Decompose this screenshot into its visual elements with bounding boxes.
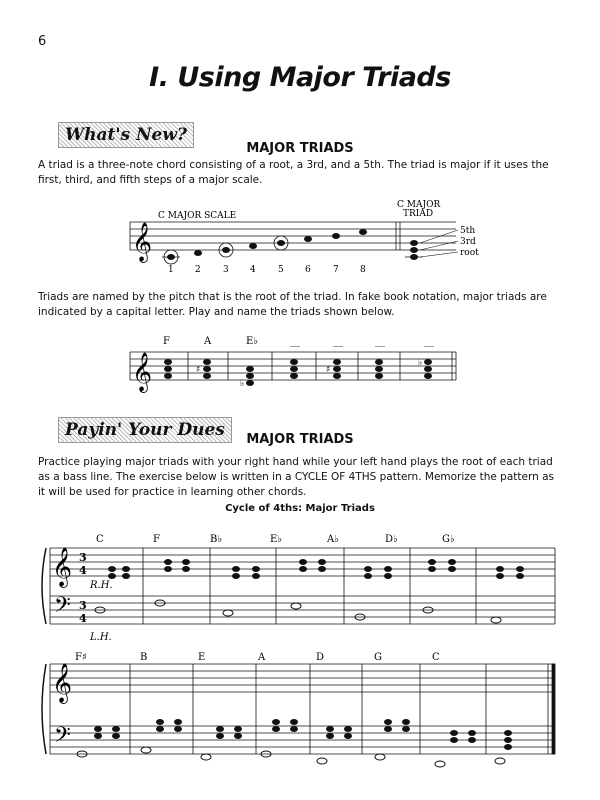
time-sig-top: 3: [79, 551, 87, 564]
degree-1: 1: [168, 265, 174, 275]
s2-chord-4: A: [258, 652, 266, 663]
scale-degrees: [168, 265, 366, 275]
major-triads-heading-1: MAJOR TRIADS: [246, 141, 354, 156]
example-chord-3: E♭: [246, 336, 259, 347]
degree-6: 6: [305, 265, 311, 275]
system1-chord-labels: [96, 534, 455, 545]
s2-chord-1: F♯: [75, 652, 87, 663]
system2-chord-labels: [75, 652, 440, 663]
s2-chord-3: E: [198, 652, 206, 663]
degree-2: 2: [195, 265, 201, 275]
example-chord-2: A: [204, 336, 212, 347]
s1-chord-5: A♭: [327, 534, 339, 545]
triad-label-2: TRIAD: [403, 209, 434, 219]
example-chord-labels: [163, 336, 434, 347]
s1-chord-1: C: [96, 534, 104, 545]
triad-label-1: C MAJOR: [397, 200, 441, 210]
s2-chord-6: G: [374, 652, 382, 663]
brace-icon-2: [42, 664, 46, 754]
degree-7: 7: [333, 265, 339, 275]
treble-clef-icon-3: 𝄞: [52, 547, 73, 587]
triad-naming-paragraph: Triads are named by the pitch that is the root of the triad. In fake book notation, major triads are indicated by a capital letter. Play and name the triads shown below.: [38, 291, 547, 318]
note-c8: [359, 229, 367, 235]
s1-chord-4: E♭: [270, 534, 283, 545]
lh-label: L.H.: [90, 632, 112, 643]
note-f: [249, 243, 257, 249]
degree-8: 8: [360, 265, 366, 275]
degree-4: 4: [250, 265, 256, 275]
s2-chord-5: D: [316, 652, 325, 663]
note-c: [167, 254, 175, 260]
time-sig-bottom-bass: 4: [79, 612, 87, 625]
bass-clef-icon-2: 𝄢: [54, 723, 71, 753]
bass-clef-icon: 𝄢: [54, 593, 71, 623]
time-sig-top-bass: 3: [79, 599, 87, 612]
scale-label: C MAJOR SCALE: [158, 211, 237, 221]
scale-notes: [162, 229, 423, 264]
scale-staff: [130, 222, 456, 250]
treble-clef-icon: 𝄞: [132, 222, 153, 262]
triad-pointers: [420, 230, 458, 257]
rh-label: R.H.: [90, 580, 113, 591]
triad-definition-paragraph: A triad is a three-note chord consisting of a root, a 3rd, and a 5th. The triad is major if it uses the first, third, and fifth steps of a major scale.: [38, 159, 549, 186]
s2-chord-7: C: [432, 652, 440, 663]
s2-chord-2: B: [140, 652, 148, 663]
page-title: I. Using Major Triads: [149, 62, 451, 93]
example-chord-1: F: [163, 336, 170, 347]
page-number: 6: [38, 34, 47, 49]
svg-text:♯: ♯: [326, 365, 331, 375]
practice-paragraph: Practice playing major triads with your right hand while your left hand plays the root of each triad as a bass line. The exercise below is written in a CYCLE OF 4THS pattern. Memorize the pattern as it will be used for practice in learning other chords.: [38, 456, 554, 498]
s1-chord-2: F: [153, 534, 160, 545]
example-chord-6: __: [375, 336, 385, 347]
treble-clef-icon-4: 𝄞: [52, 663, 73, 703]
note-e: [222, 247, 230, 253]
system-2: [50, 664, 555, 754]
svg-text:♭: ♭: [240, 379, 245, 389]
s1-chord-3: B♭: [210, 534, 223, 545]
brace-icon: [42, 548, 46, 624]
s1-chord-6: D♭: [385, 534, 398, 545]
degree-3: 3: [223, 265, 229, 275]
cycle-subtitle: Cycle of 4ths: Major Triads: [225, 503, 375, 514]
triad-part-root: root: [460, 248, 479, 258]
svg-text:♭: ♭: [418, 358, 423, 368]
note-d: [194, 250, 202, 256]
time-sig-bottom: 4: [79, 564, 87, 577]
s1-chord-7: G♭: [442, 534, 455, 545]
note-b: [332, 233, 340, 239]
degree-5: 5: [278, 265, 284, 275]
note-a: [304, 236, 312, 242]
triad-part-3rd: 3rd: [460, 237, 476, 247]
example-chord-7: __: [424, 336, 434, 347]
treble-clef-icon-2: 𝄞: [132, 352, 153, 392]
major-triads-heading-2: MAJOR TRIADS: [246, 432, 354, 447]
svg-text:♯: ♯: [196, 365, 201, 375]
note-g: [277, 240, 285, 246]
triad-part-5th: 5th: [460, 226, 476, 236]
payin-dues-badge: Payin' Your Dues: [58, 417, 232, 443]
example-chord-notes: [164, 358, 432, 389]
example-chord-5: __: [333, 336, 343, 347]
example-chord-4: __: [290, 336, 300, 347]
whats-new-badge: What's New?: [58, 122, 194, 148]
